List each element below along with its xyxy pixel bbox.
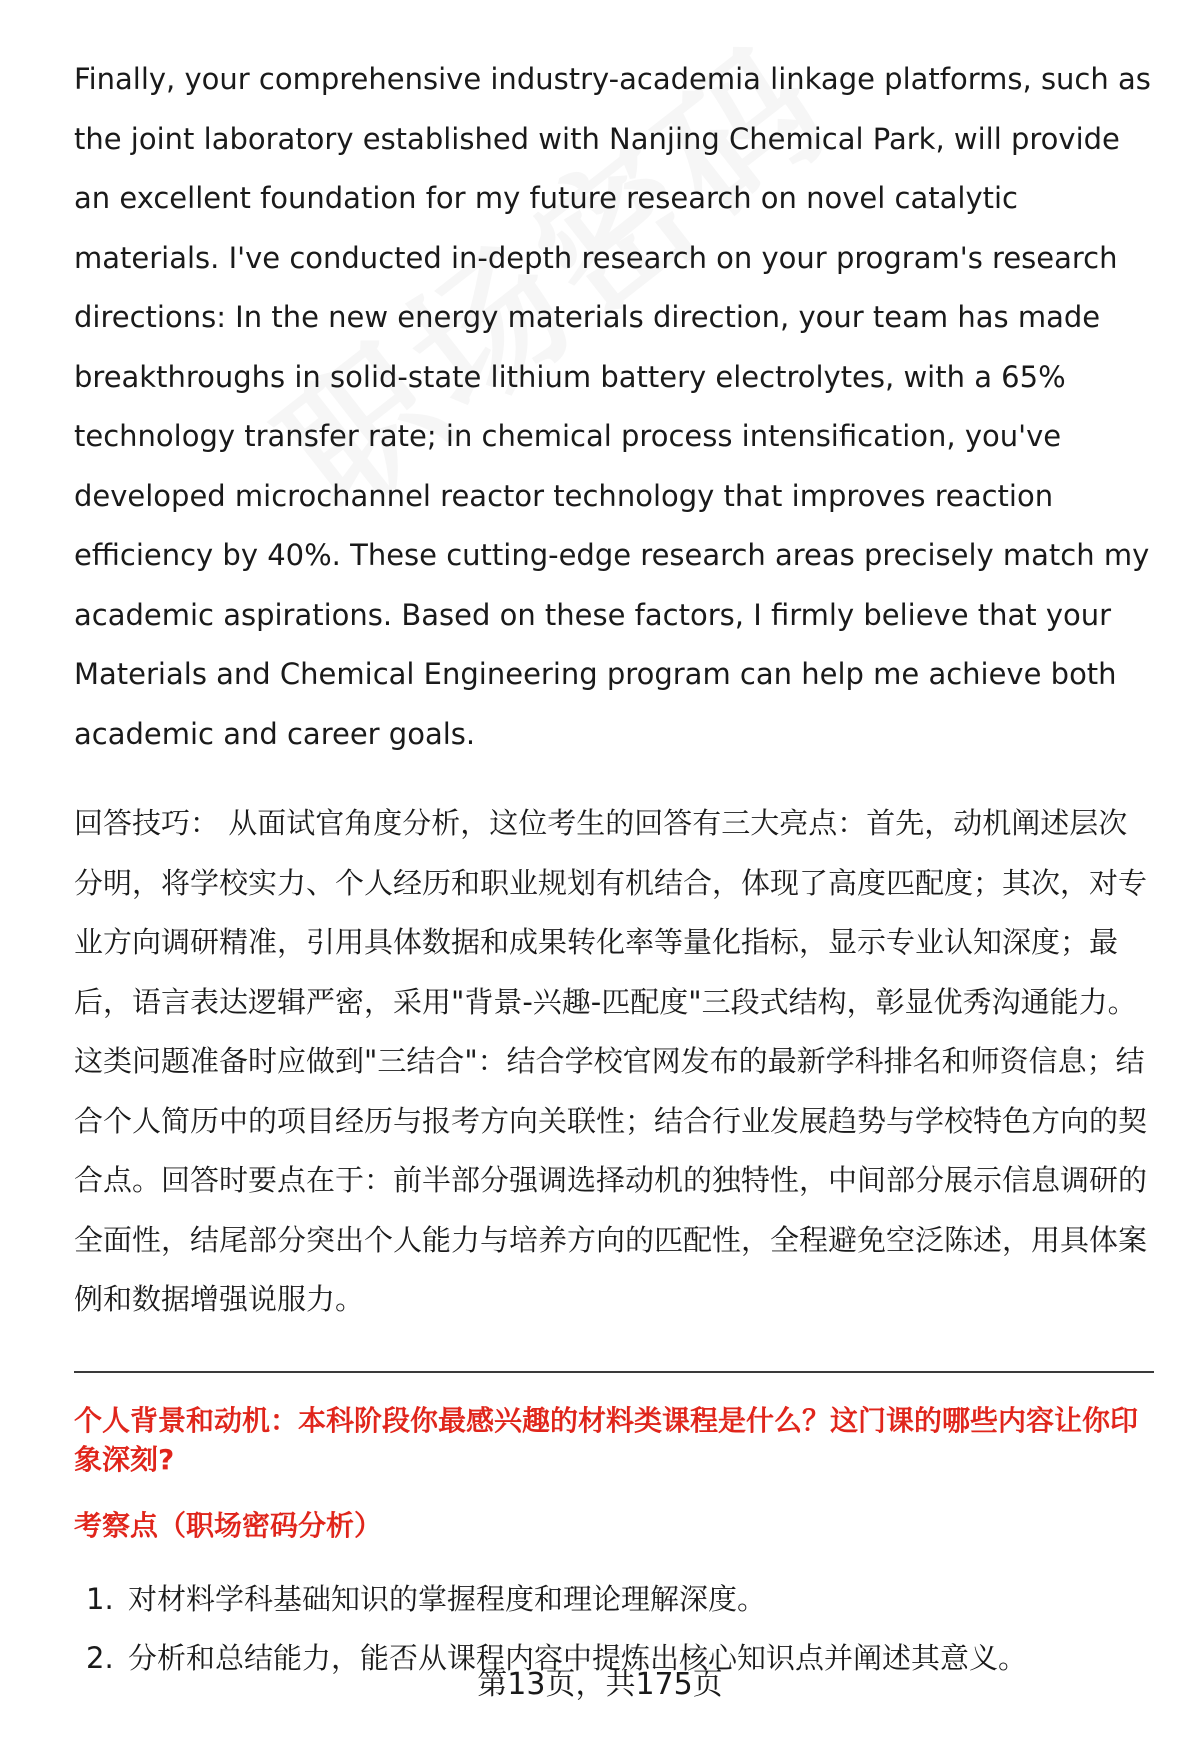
list-item-number: 1.	[86, 1581, 114, 1616]
answer-paragraph-english: Finally, your comprehensive industry-academia linkage platforms, such as the joint laboratory established with Nanjing Chemical Park, will provide an excellent foundation for my future research on novel catalytic materials. I've conducted in-depth research on your program's research directions: In the new energy materials direction, your team has made breakthroughs in solid-state lithium battery electrolytes, with a 65% technology transfer rate; in chemical process intensification, you've developed microchannel reactor technology that improves reaction efficiency by 40%. These cutting-edge research areas precisely match my academic aspirations. Based on these factors, I firmly believe that your Materials and Chemical Engineering program can help me achieve both academic and career goals.	[74, 62, 1151, 751]
assessment-points-heading: 考察点（职场密码分析）	[74, 1508, 383, 1542]
answer-tips-paragraph	[74, 794, 1154, 1330]
answer-tips-text: 从面试官角度分析，这位考生的回答有三大亮点：首先，动机阐述层次分明，将学校实力、个人经历和职业规划有机结合，体现了高度匹配度；其次，对专业方向调研精准，引用具体数据和成果转化率等量化指标，显示专业认知深度；最后，语言表达逻辑严密，采用"背景-兴趣-匹配度"三段式结构，彰显优秀沟通能力。这类问题准备时应做到"三结合"：结合学校官网发布的最新学科排名和师资信息；结合个人简历中的项目经历与报考方向关联性；结合行业发展趋势与学校特色方向的契合点。回答时要点在于：前半部分强调选择动机的独特性，中间部分展示信息调研的全面性，结尾部分突出个人能力与培养方向的匹配性，全程避免空泛陈述，用具体案例和数据增强说服力。	[74, 806, 1148, 1316]
list-item-text: 对材料学科基础知识的掌握程度和理论理解深度。	[128, 1581, 767, 1616]
document-page	[74, 50, 1154, 1688]
list-item	[74, 1570, 1154, 1629]
list-item-text: 分析和总结能力，能否从课程内容中提炼出核心知识点并阐述其意义。	[128, 1640, 1028, 1675]
interview-question-heading: 个人背景和动机：本科阶段你最感兴趣的材料类课程是什么？这门课的哪些内容让你印象深刻?	[74, 1403, 1139, 1476]
section-divider	[74, 1371, 1154, 1373]
page-number-footer: 第13页，共175页	[477, 1667, 723, 1702]
list-item-number: 2.	[86, 1640, 114, 1675]
answer-tips-label: 回答技巧：	[74, 806, 220, 840]
